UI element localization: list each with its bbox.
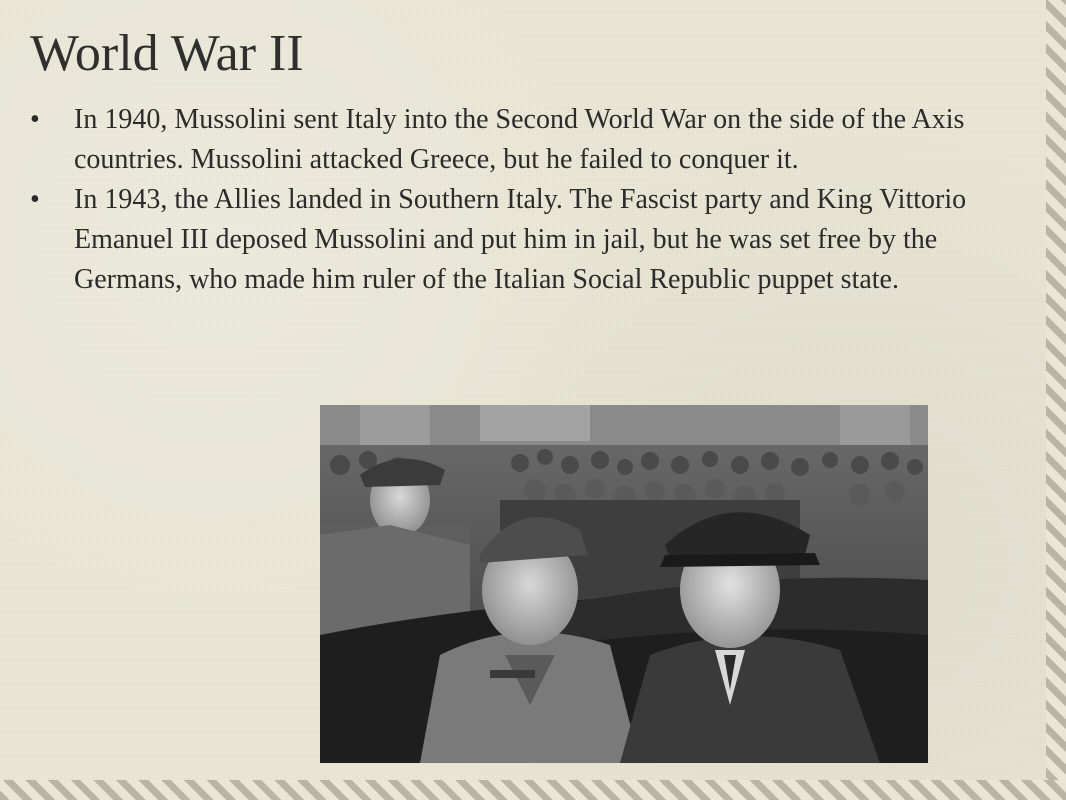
bullet-text: In 1940, Mussolini sent Italy into the Second World War on the side of the Axis countries. Mussolini attacked Greece, but he failed to conquer it. (74, 104, 965, 175)
bullet-item (30, 180, 1030, 300)
slide-title: World War II (30, 25, 304, 82)
bullet-item (30, 100, 1030, 180)
historical-photo (320, 405, 928, 763)
photo-illustration (320, 405, 928, 763)
decorative-border-bottom (0, 780, 1066, 800)
decorative-border-right (1046, 0, 1066, 800)
bullet-icon: • (30, 184, 40, 215)
bullet-icon: • (30, 104, 40, 135)
bullet-text: In 1943, the Allies landed in Southern Italy. The Fascist party and King Vittorio Emanuel III deposed Mussolini and put him in jail, but he was set free by the Germans, who made him ruler of the Italian Social Republic puppet state. (74, 184, 967, 295)
bullet-list (30, 100, 1030, 300)
